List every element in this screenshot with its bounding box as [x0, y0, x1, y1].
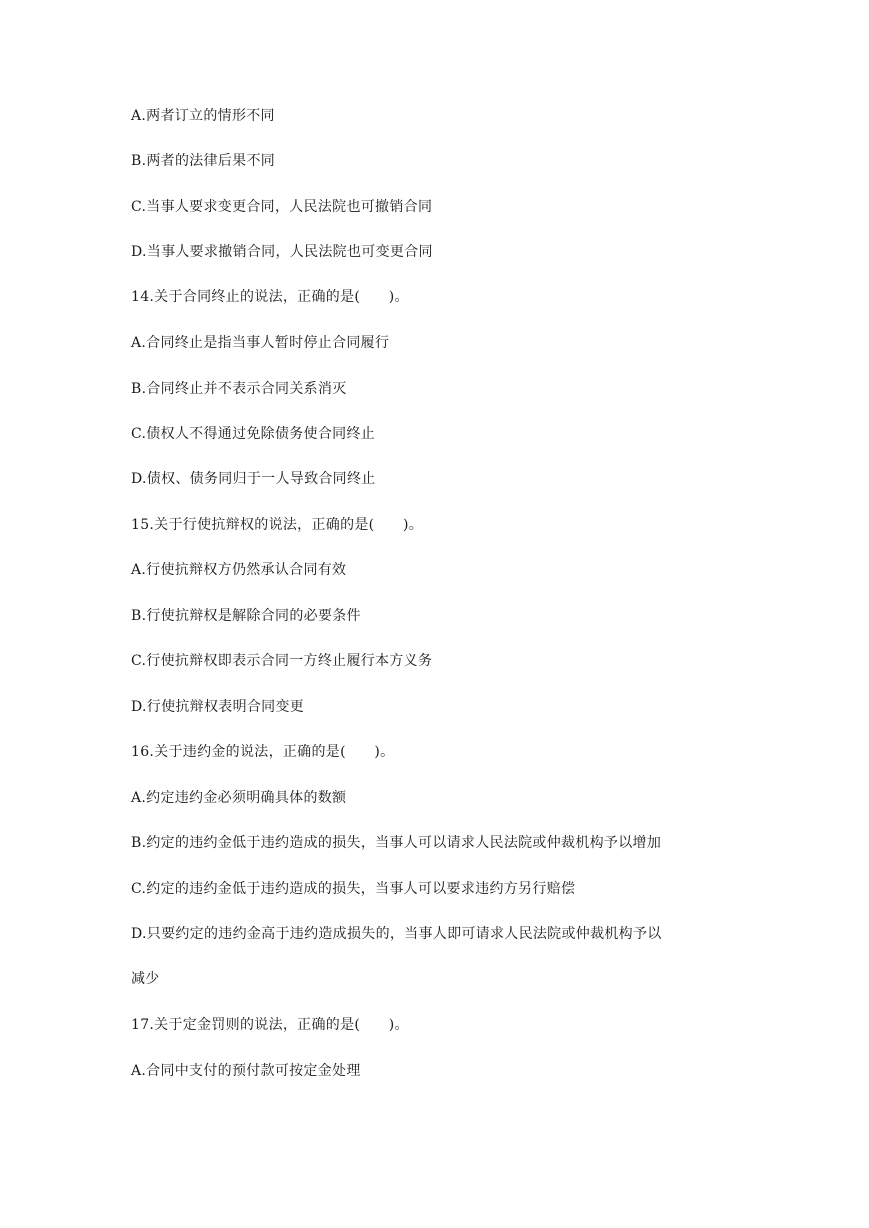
- q16-option-c: C.约定的违约金低于违约造成的损失，当事人可以要求违约方另行赔偿: [131, 881, 576, 897]
- q13-option-d: D.当事人要求撤销合同，人民法院也可变更合同: [131, 244, 433, 260]
- q16-option-d-continued: 减少: [131, 971, 160, 987]
- q15-option-d: D.行使抗辩权表明合同变更: [131, 699, 305, 715]
- q14-option-d: D.债权、债务同归于一人导致合同终止: [131, 471, 376, 487]
- q13-option-b: B.两者的法律后果不同: [131, 153, 276, 169]
- q15-option-c: C.行使抗辩权即表示合同一方终止履行本方义务: [131, 653, 433, 669]
- q17-option-a: A.合同中支付的预付款可按定金处理: [131, 1063, 361, 1079]
- q14-option-c: C.债权人不得通过免除债务使合同终止: [131, 426, 376, 442]
- question-14: 14.关于合同终止的说法，正确的是( )。: [131, 289, 409, 305]
- question-17: 17.关于定金罚则的说法，正确的是( )。: [131, 1017, 409, 1033]
- q16-option-d: D.只要约定的违约金高于违约造成损失的，当事人即可请求人民法院或仲裁机构予以: [131, 926, 662, 942]
- q13-option-a: A.两者订立的情形不同: [131, 108, 275, 124]
- q13-option-c: C.当事人要求变更合同，人民法院也可撤销合同: [131, 199, 433, 215]
- q15-option-a: A.行使抗辩权方仍然承认合同有效: [131, 562, 347, 578]
- q14-option-b: B.合同终止并不表示合同关系消灭: [131, 381, 347, 397]
- question-16: 16.关于违约金的说法，正确的是( )。: [131, 744, 395, 760]
- q16-option-a: A.约定违约金必须明确具体的数额: [131, 790, 347, 806]
- q14-option-a: A.合同终止是指当事人暂时停止合同履行: [131, 335, 390, 351]
- q15-option-b: B.行使抗辩权是解除合同的必要条件: [131, 608, 361, 624]
- question-15: 15.关于行使抗辩权的说法，正确的是( )。: [131, 517, 424, 533]
- q16-option-b: B.约定的违约金低于违约造成的损失，当事人可以请求人民法院或仲裁机构予以增加: [131, 835, 662, 851]
